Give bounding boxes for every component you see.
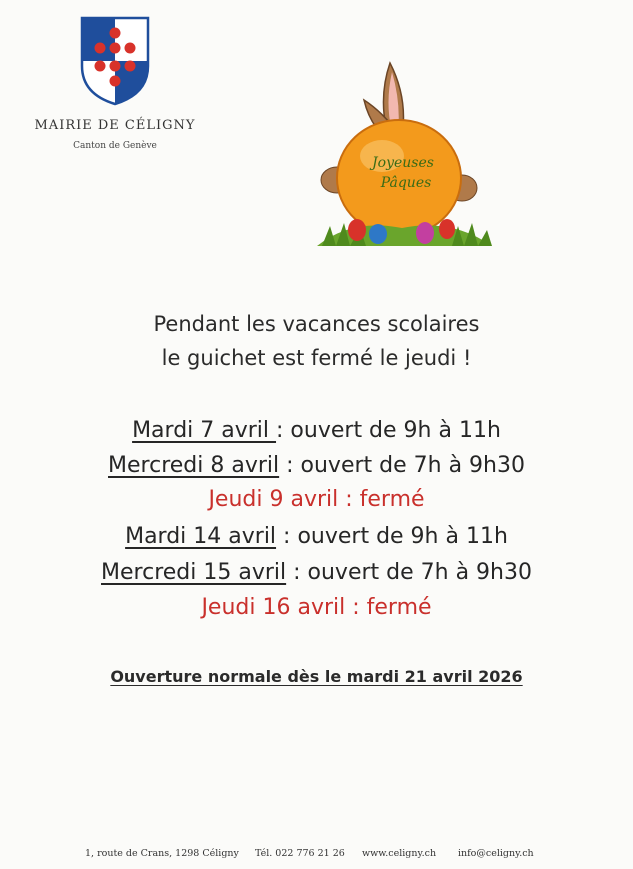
schedule-day: Jeudi 16 avril : fermé xyxy=(201,595,432,620)
schedule-hours: : ouvert de 7h à 9h30 xyxy=(279,453,525,478)
schedule-row xyxy=(20,418,613,443)
schedule-row xyxy=(20,560,613,585)
org-subtitle: Canton de Genève xyxy=(73,141,157,151)
notice-line-2: le guichet est fermé le jeudi ! xyxy=(161,346,472,370)
footer-email[interactable]: info@celigny.ch xyxy=(458,848,534,859)
notice-line-1: Pendant les vacances scolaires xyxy=(153,312,480,336)
footer-phone: Tél. 022 776 21 26 xyxy=(255,848,345,859)
schedule-row-closed xyxy=(20,487,613,512)
schedule-hours: : ouvert de 9h à 11h xyxy=(276,524,508,549)
schedule-day: Mercredi 8 avril xyxy=(108,453,280,478)
reopening-notice: Ouverture normale dès le mardi 21 avril 2026 xyxy=(110,667,523,686)
schedule-row xyxy=(20,524,613,549)
schedule-day: Mardi 7 avril xyxy=(132,418,277,443)
egg-greeting-line1: Joyeuses xyxy=(372,155,434,171)
schedule-day: Mercredi 15 avril xyxy=(101,560,287,585)
egg-greeting-line2: Pâques xyxy=(380,175,432,191)
schedule-row-closed xyxy=(20,595,613,620)
schedule-hours: : ouvert de 9h à 11h xyxy=(276,418,501,443)
footer-address: 1, route de Crans, 1298 Céligny xyxy=(85,848,239,859)
schedule-hours: : ouvert de 7h à 9h30 xyxy=(286,560,532,585)
schedule-day: Mardi 14 avril xyxy=(125,524,277,549)
schedule-day: Jeudi 9 avril : fermé xyxy=(208,487,425,512)
footer-website[interactable]: www.celigny.ch xyxy=(362,848,437,859)
schedule-row xyxy=(20,453,613,478)
coat-of-arms-icon xyxy=(80,16,150,106)
org-name: MAIRIE DE CÉLIGNY xyxy=(34,118,196,133)
